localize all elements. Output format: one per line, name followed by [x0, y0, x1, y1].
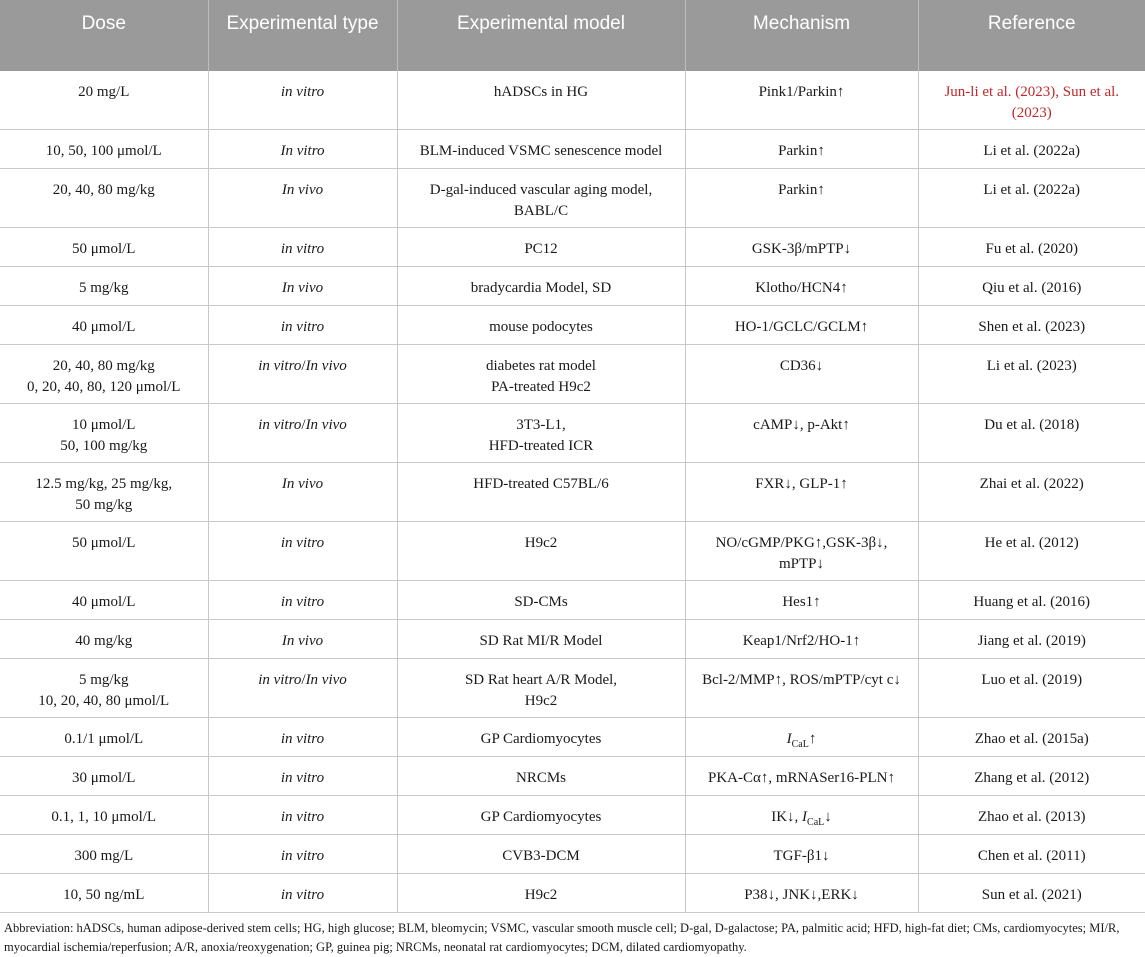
- mechanism-subscript: CaL: [807, 816, 825, 828]
- dose-line: 40 μmol/L: [72, 318, 136, 335]
- table-row: [0, 305, 1145, 344]
- model-line: HFD-treated ICR: [488, 437, 594, 454]
- dose-line: 50, 100 mg/kg: [60, 437, 148, 454]
- cell-experimental-type: [208, 834, 397, 873]
- mechanism-current-symbol: I: [802, 808, 808, 825]
- cell-experimental-model: [397, 227, 685, 266]
- model-line: H9c2: [524, 886, 558, 903]
- cell-dose: [0, 227, 208, 266]
- type-text: In vivo: [281, 632, 324, 649]
- model-line: HFD-treated C57BL/6: [473, 475, 609, 492]
- type-text: in vitro: [280, 593, 325, 610]
- cell-experimental-model: [397, 619, 685, 658]
- type-text: in vitro: [280, 84, 325, 100]
- dose-line: 10 μmol/L: [72, 416, 136, 433]
- cell-mechanism: [685, 521, 918, 580]
- cell-experimental-type: [208, 462, 397, 521]
- cell-experimental-type: [208, 168, 397, 227]
- cell-reference: [918, 305, 1145, 344]
- dose-line: 300 mg/L: [74, 847, 134, 864]
- table-row: [0, 71, 1145, 129]
- cell-mechanism: [685, 580, 918, 619]
- model-line: SD Rat MI/R Model: [479, 632, 603, 649]
- mechanism-line: FXR↓, GLP-1↑: [755, 475, 848, 492]
- cell-experimental-model: [397, 834, 685, 873]
- cell-dose: [0, 129, 208, 168]
- cell-mechanism: [685, 227, 918, 266]
- cell-experimental-type: [208, 129, 397, 168]
- cell-mechanism: [685, 168, 918, 227]
- header-mechanism: Mechanism: [685, 0, 918, 71]
- dose-line: 0.1/1 μmol/L: [64, 730, 144, 747]
- model-line: GP Cardiomyocytes: [480, 808, 602, 825]
- model-line: PC12: [524, 240, 558, 257]
- model-line: diabetes rat model: [486, 357, 596, 374]
- cell-dose: [0, 873, 208, 912]
- cell-mechanism: [685, 305, 918, 344]
- cell-mechanism: [685, 756, 918, 795]
- cell-experimental-model: [397, 168, 685, 227]
- table-row: [0, 227, 1145, 266]
- cell-reference: [918, 266, 1145, 305]
- reference-text: Zhao et al. (2013): [978, 808, 1086, 825]
- cell-reference: [918, 756, 1145, 795]
- type-text: in vitro: [280, 886, 325, 903]
- cell-experimental-model: [397, 795, 685, 834]
- type-text: in vitro: [280, 318, 325, 335]
- cell-experimental-model: [397, 344, 685, 403]
- cell-dose: [0, 71, 208, 129]
- table-row: [0, 462, 1145, 521]
- mechanism-subscript: CaL: [791, 738, 809, 750]
- dose-line: 40 mg/kg: [75, 632, 133, 649]
- cell-reference: [918, 129, 1145, 168]
- model-line: mouse podocytes: [489, 318, 593, 335]
- dose-line: 0.1, 1, 10 μmol/L: [51, 808, 157, 825]
- cell-experimental-type: [208, 873, 397, 912]
- type-text: in vitro: [280, 769, 325, 786]
- cell-mechanism: [685, 873, 918, 912]
- header-experimental-type: Experimental type: [208, 0, 397, 71]
- header-reference: Reference: [918, 0, 1145, 71]
- type-b-text: In vivo: [305, 357, 347, 374]
- cell-experimental-type: [208, 266, 397, 305]
- type-text: in vitro: [280, 730, 325, 747]
- mechanism-line: Keap1/Nrf2/HO-1↑: [742, 632, 861, 649]
- cell-mechanism: [685, 266, 918, 305]
- reference-text: Jiang et al. (2019): [977, 632, 1086, 649]
- table-row: [0, 266, 1145, 305]
- dose-line: 5 mg/kg: [78, 671, 129, 688]
- cell-experimental-model: [397, 462, 685, 521]
- type-a-text: in vitro: [258, 416, 302, 433]
- cell-reference: [918, 834, 1145, 873]
- mechanism-line: Klotho/HCN4↑: [755, 279, 848, 296]
- cell-reference: [918, 403, 1145, 462]
- cell-mechanism: [685, 619, 918, 658]
- cell-experimental-model: [397, 305, 685, 344]
- cell-reference: [918, 795, 1145, 834]
- type-text: in vitro: [280, 808, 325, 825]
- table-row: [0, 834, 1145, 873]
- reference-text: Zhao et al. (2015a): [974, 730, 1089, 747]
- abbreviation-note: Abbreviation: hADSCs, human adipose-derived stem cells; HG, high glucose; BLM, bleomycin; VSMC, vascular smooth muscle cell; D-gal, D-galactose; PA, palmitic acid; HFD, high-fat diet; CMs, cardiomyocytes; MI/R, myocardial ischemia/reperfusion; A/R, anoxia/reoxygenation; GP, guinea pig; NRCMs, neonatal rat cardiomyocytes; DCM, dilated cardiomyopathy.: [4, 920, 1120, 954]
- cell-dose: [0, 344, 208, 403]
- table-row: [0, 717, 1145, 756]
- dose-line: 10, 20, 40, 80 μmol/L: [38, 692, 170, 709]
- cell-experimental-type: [208, 71, 397, 129]
- reference-link[interactable]: Jun-li et al. (2023), Sun et al. (2023): [944, 84, 1120, 121]
- mechanism-line: Parkin↑: [778, 181, 825, 198]
- cell-experimental-model: [397, 521, 685, 580]
- mechanism-arrow: ↑: [808, 730, 817, 747]
- dose-line: 12.5 mg/kg, 25 mg/kg,: [35, 475, 173, 492]
- dose-line: 5 mg/kg: [78, 279, 129, 296]
- cell-reference: [918, 344, 1145, 403]
- cell-dose: [0, 403, 208, 462]
- cell-experimental-type: [208, 227, 397, 266]
- mechanism-line: Hes1↑: [782, 593, 821, 610]
- cell-experimental-model: [397, 266, 685, 305]
- model-line: BABL/C: [513, 202, 569, 219]
- cell-dose: [0, 717, 208, 756]
- reference-text: Fu et al. (2020): [985, 240, 1078, 257]
- cell-mechanism: [685, 717, 918, 756]
- cell-reference: [918, 227, 1145, 266]
- mechanism-line: TGF-β1↓: [773, 847, 830, 864]
- cell-dose: [0, 795, 208, 834]
- table-row: [0, 756, 1145, 795]
- cell-mechanism: [685, 129, 918, 168]
- dose-line: 30 μmol/L: [72, 769, 136, 786]
- model-line: SD Rat heart A/R Model,: [464, 671, 618, 688]
- reference-text: Zhai et al. (2022): [979, 475, 1084, 492]
- cell-dose: [0, 462, 208, 521]
- cell-dose: [0, 266, 208, 305]
- cell-mechanism: [685, 795, 918, 834]
- table-row: [0, 344, 1145, 403]
- cell-experimental-type: [208, 717, 397, 756]
- dose-line: 20, 40, 80 mg/kg: [52, 357, 155, 374]
- reference-text: He et al. (2012): [984, 534, 1079, 551]
- table-row: [0, 521, 1145, 580]
- cell-mechanism: [685, 344, 918, 403]
- cell-experimental-model: [397, 129, 685, 168]
- dose-line: 50 mg/kg: [75, 496, 133, 513]
- reference-text: Li et al. (2022a): [983, 142, 1081, 159]
- model-line: CVB3-DCM: [502, 847, 580, 864]
- reference-text: Li et al. (2023): [986, 357, 1077, 374]
- reference-text: Zhang et al. (2012): [974, 769, 1090, 786]
- model-line: SD-CMs: [514, 593, 568, 610]
- cell-reference: [918, 619, 1145, 658]
- dose-line: 50 μmol/L: [72, 534, 136, 551]
- cell-experimental-type: [208, 756, 397, 795]
- type-text: In vitro: [280, 142, 325, 159]
- cell-dose: [0, 580, 208, 619]
- cell-mechanism: [685, 462, 918, 521]
- cell-experimental-type: [208, 795, 397, 834]
- header-experimental-model: Experimental model: [397, 0, 685, 71]
- model-line: H9c2: [524, 534, 558, 551]
- mechanism-prefix: IK↓,: [771, 808, 803, 825]
- type-b-text: In vivo: [305, 416, 347, 433]
- cell-mechanism: [685, 658, 918, 717]
- cell-experimental-type: [208, 521, 397, 580]
- dose-line: 10, 50 ng/mL: [63, 886, 145, 903]
- cell-reference: [918, 873, 1145, 912]
- table-row: [0, 129, 1145, 168]
- table-row: [0, 873, 1145, 912]
- cell-experimental-model: [397, 873, 685, 912]
- type-text: in vitro: [280, 847, 325, 864]
- cell-dose: [0, 658, 208, 717]
- mechanism-line: Bcl-2/MMP↑, ROS/mPTP/cyt c↓: [702, 671, 901, 688]
- reference-text: Qiu et al. (2016): [982, 279, 1082, 296]
- model-line: 3T3-L1,: [516, 416, 566, 433]
- mechanism-line: GSK-3β/mPTP↓: [751, 240, 852, 257]
- type-text: in vitro: [280, 534, 325, 551]
- cell-experimental-model: [397, 658, 685, 717]
- cell-dose: [0, 168, 208, 227]
- cell-experimental-model: [397, 71, 685, 129]
- reference-text: Sun et al. (2021): [981, 886, 1082, 903]
- mechanism-line: P38↓, JNK↓,ERK↓: [744, 886, 859, 903]
- table-row: [0, 580, 1145, 619]
- dose-line: 20, 40, 80 mg/kg: [52, 181, 155, 198]
- cell-experimental-model: [397, 403, 685, 462]
- cell-experimental-type: in vitro/In vivo: [208, 658, 397, 717]
- cell-reference: [918, 462, 1145, 521]
- cell-reference: [918, 168, 1145, 227]
- dose-line: 10, 50, 100 μmol/L: [45, 142, 162, 159]
- mechanism-line: mPTP↓: [778, 555, 824, 572]
- dose-line: 0, 20, 40, 80, 120 μmol/L: [27, 378, 181, 395]
- type-a-text: in vitro: [258, 671, 302, 688]
- mechanism-line: NO/cGMP/PKG↑,GSK-3β↓,: [715, 534, 888, 551]
- cell-dose: [0, 305, 208, 344]
- mechanism-line: PKA-Cα↑, mRNASer16-PLN↑: [707, 769, 896, 786]
- type-text: In vivo: [281, 181, 324, 198]
- dose-line: 20 mg/L: [78, 84, 130, 100]
- cell-experimental-model: [397, 717, 685, 756]
- cell-mechanism: [685, 71, 918, 129]
- cell-reference: [918, 717, 1145, 756]
- reference-text: Du et al. (2018): [984, 416, 1080, 433]
- cell-mechanism: [685, 403, 918, 462]
- type-b-text: In vivo: [305, 671, 347, 688]
- table-row: [0, 658, 1145, 717]
- mechanism-arrow: ↓: [824, 808, 832, 825]
- mechanism-line: cAMP↓, p-Akt↑: [753, 416, 850, 433]
- table-row: [0, 168, 1145, 227]
- cell-dose: [0, 619, 208, 658]
- model-line: PA-treated H9c2: [491, 378, 591, 395]
- header-row: [0, 0, 1145, 71]
- model-line: D-gal-induced vascular aging model,: [429, 181, 653, 198]
- cell-dose: [0, 756, 208, 795]
- dose-line: 50 μmol/L: [72, 240, 136, 257]
- cell-experimental-model: [397, 580, 685, 619]
- table-body: [0, 71, 1145, 912]
- reference-text: Li et al. (2022a): [983, 181, 1081, 198]
- type-text: in vitro: [280, 240, 325, 257]
- mechanism-line: Pink1/Parkin↑: [758, 84, 845, 100]
- mechanism-line: Parkin↑: [778, 142, 825, 159]
- header-dose: Dose: [0, 0, 208, 71]
- reference-text: Chen et al. (2011): [977, 847, 1086, 864]
- mechanism-line: CD36↓: [779, 357, 824, 374]
- model-line: BLM-induced VSMC senescence model: [419, 142, 663, 159]
- cell-reference: [918, 521, 1145, 580]
- reference-text: Luo et al. (2019): [981, 671, 1083, 688]
- cell-experimental-type: [208, 305, 397, 344]
- table-row: [0, 795, 1145, 834]
- reference-text: Huang et al. (2016): [973, 593, 1091, 610]
- type-text: In vivo: [281, 475, 324, 492]
- type-a-text: in vitro: [258, 357, 302, 374]
- model-line: H9c2: [524, 692, 558, 709]
- mechanism-current-symbol: I: [786, 730, 792, 747]
- cell-reference: [918, 580, 1145, 619]
- cell-reference: [918, 658, 1145, 717]
- dose-line: 40 μmol/L: [72, 593, 136, 610]
- cell-experimental-type: [208, 619, 397, 658]
- cell-experimental-model: [397, 756, 685, 795]
- mechanism-line: HO-1/GCLC/GCLM↑: [734, 318, 869, 335]
- table-row: [0, 403, 1145, 462]
- cell-experimental-type: [208, 580, 397, 619]
- model-line: GP Cardiomyocytes: [480, 730, 602, 747]
- cell-experimental-type: in vitro/In vivo: [208, 344, 397, 403]
- model-line: NRCMs: [515, 769, 567, 786]
- model-line: bradycardia Model, SD: [470, 279, 612, 296]
- model-line: hADSCs in HG: [493, 84, 589, 100]
- cell-experimental-type: in vitro/In vivo: [208, 403, 397, 462]
- cell-dose: [0, 834, 208, 873]
- cell-mechanism: [685, 834, 918, 873]
- type-text: In vivo: [281, 279, 324, 296]
- cell-reference[interactable]: [918, 71, 1145, 129]
- table-row: [0, 619, 1145, 658]
- cell-dose: [0, 521, 208, 580]
- reference-text: Shen et al. (2023): [978, 318, 1086, 335]
